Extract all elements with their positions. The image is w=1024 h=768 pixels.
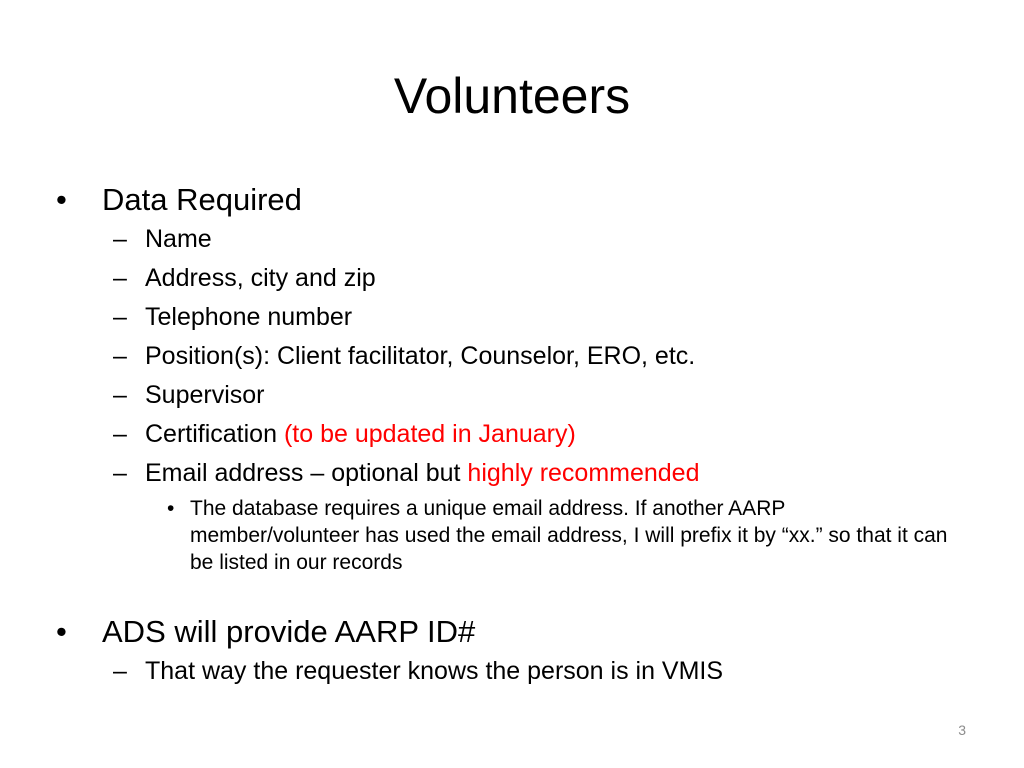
sub-bullet-label: That way the requester knows the person is in VMIS bbox=[145, 657, 724, 685]
dash-marker: – bbox=[113, 420, 127, 448]
sub-bullet-label: Address, city and zip bbox=[145, 264, 376, 292]
bullet-marker: • bbox=[167, 497, 175, 520]
sub-bullet-email bbox=[56, 454, 956, 493]
bullet-marker: • bbox=[56, 182, 67, 217]
dash-marker: – bbox=[113, 264, 127, 292]
bullet-ads bbox=[56, 612, 956, 652]
sub-bullet-label: Supervisor bbox=[145, 381, 265, 409]
sub-bullet-supervisor bbox=[56, 376, 956, 415]
sub-bullet-name bbox=[56, 220, 956, 259]
email-note: highly recommended bbox=[467, 459, 700, 487]
sub-bullet-address bbox=[56, 259, 956, 298]
slide-number: 3 bbox=[958, 722, 966, 738]
sub-bullet-label: Certification bbox=[145, 420, 284, 448]
dash-marker: – bbox=[113, 381, 127, 409]
slide-title: Volunteers bbox=[393, 68, 631, 124]
sub-bullet-certification bbox=[56, 415, 956, 454]
bullet-marker: • bbox=[56, 614, 67, 649]
dash-marker: – bbox=[113, 303, 127, 331]
slide-content bbox=[56, 180, 956, 691]
dash-marker: – bbox=[113, 342, 127, 370]
sub-bullet-label: Name bbox=[145, 225, 212, 253]
bullet-label: ADS will provide AARP ID# bbox=[102, 614, 476, 649]
email-detail-bullet bbox=[56, 495, 950, 576]
sub-bullet-position bbox=[56, 337, 956, 376]
sub-bullet-vmis bbox=[56, 652, 956, 691]
sub-bullet-telephone bbox=[56, 298, 956, 337]
sub-bullet-label: Telephone number bbox=[145, 303, 353, 331]
bullet-label: Data Required bbox=[102, 182, 302, 217]
sub-bullet-label: Email address – optional but bbox=[145, 459, 468, 487]
dash-marker: – bbox=[113, 657, 127, 685]
certification-note: (to be updated in January) bbox=[283, 420, 576, 448]
dash-marker: – bbox=[113, 225, 127, 253]
bullet-data-required bbox=[56, 180, 956, 220]
spacer bbox=[56, 576, 956, 612]
email-detail-text: The database requires a unique email address. If another AARP member/volunteer has used the email address, I will prefix it by “xx.” so that it can be listed in our records bbox=[190, 497, 948, 574]
dash-marker: – bbox=[113, 459, 127, 487]
sub-bullet-label: Position(s): Client facilitator, Counselor, ERO, etc. bbox=[145, 342, 696, 370]
